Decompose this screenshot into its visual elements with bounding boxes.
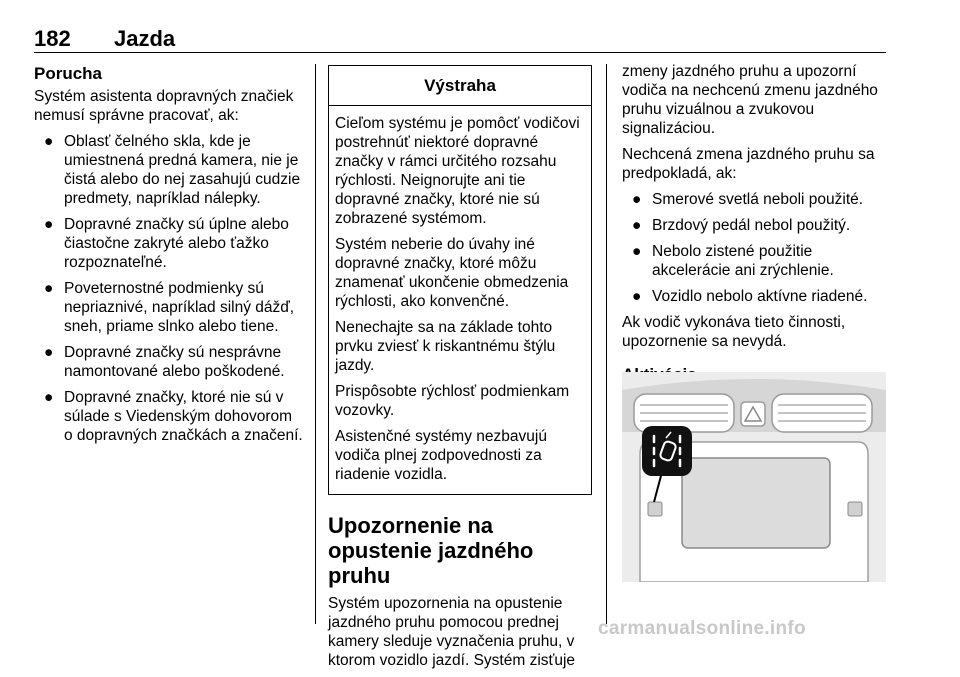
bullet-list — [34, 132, 304, 445]
chapter-title: Jazda — [114, 26, 176, 51]
bullet-icon: ● — [44, 389, 54, 406]
list-item: ● Vozidlo nebolo aktívne riadené. — [632, 288, 868, 305]
list-item: ● Dopravné značky sú nesprávne namontované alebo poškodené. — [44, 344, 285, 380]
column-middle — [328, 62, 592, 677]
list-item: ● Oblasť čelného skla, kde je umiestnená predná kamera, nie je čistá alebo do nej zasahujú cudzie predmety, napríklad nálepky. — [44, 133, 301, 207]
list-item: ● Smerové svetlá neboli použité. — [632, 191, 864, 208]
list-item: ● Nebolo zistené použitie akcelerácie ani zrýchlenie. — [632, 243, 834, 279]
paragraph: Prispôsobte rýchlosť podmienkam vozovky. — [335, 383, 570, 419]
bullet-icon: ● — [44, 216, 54, 233]
bullet-icon: ● — [44, 344, 54, 361]
section-heading-lane-departure: Upozornenie na opustenie jazdného pruhu — [328, 513, 534, 588]
lane-departure-warning-button-icon — [642, 426, 692, 476]
paragraph: Systém asistenta dopravných značiek nemusí správne pracovať, ak: — [34, 88, 294, 124]
warning-body — [329, 106, 591, 494]
watermark: carmanualsonline.info — [598, 618, 806, 639]
paragraph: Asistenčné systémy nezbavujú vodiča plnej zodpovednosti za riadenie vozidla. — [335, 428, 547, 483]
bullet-icon: ● — [632, 217, 642, 234]
paragraph: Nechcená zmena jazdného pruhu sa predpokladá, ak: — [622, 146, 875, 182]
paragraph: Nenechajte sa na základe tohto prvku zviesť k riskantnému štýlu jazdy. — [335, 319, 556, 374]
warning-box — [328, 65, 592, 495]
column-divider — [315, 64, 316, 624]
bullet-icon: ● — [44, 280, 54, 297]
column-left — [34, 62, 304, 452]
page-header — [34, 24, 886, 53]
list-item: ● Dopravné značky, ktoré nie sú v súlade s Viedenským dohovorom o dopravných značkách a značení. — [44, 389, 303, 444]
paragraph: Cieľom systému je pomôcť vodičovi postrehnúť niektoré dopravné značky v rámci určitého rozsahu rýchlosti. Neignorujte ani tie dopravné značky, ktoré nie sú zobrazené systémom. — [335, 115, 580, 227]
paragraph: zmeny jazdného pruhu a upozorní vodiča na nechcenú zmenu jazdného pruhu vizuálnou a zvukovou signalizáciou. — [622, 63, 878, 137]
bullet-icon: ● — [632, 191, 642, 208]
paragraph: Systém upozornenia na opustenie jazdného pruhu pomocou prednej kamery sleduje vyznačenia pruhu, v ktorom vozidlo jazdí. Systém zisťuje — [328, 595, 576, 669]
paragraph: Ak vodič vykonáva tieto činnosti, upozornenie sa nevydá. — [622, 314, 846, 350]
warning-title: Výstraha — [329, 66, 591, 106]
column-right — [622, 62, 888, 388]
bullet-icon: ● — [44, 133, 54, 150]
page-number: 182 — [34, 26, 71, 51]
bullet-icon: ● — [632, 288, 642, 305]
paragraph: Systém neberie do úvahy iné dopravné značky, ktoré môžu znamenať ukončenie obmedzenia rýchlosti, ako konvenčné. — [335, 236, 569, 310]
list-item: ● Brzdový pedál nebol použitý. — [632, 217, 851, 234]
column-divider — [606, 64, 607, 624]
section-heading-porucha: Porucha — [34, 64, 103, 83]
list-item: ● Poveternostné podmienky sú nepriaznivé, napríklad silný dážď, sneh, priame slnko alebo tiene. — [44, 280, 295, 335]
bullet-icon: ● — [632, 243, 642, 260]
bullet-list — [622, 190, 888, 306]
dashboard-drawing — [622, 372, 886, 582]
dashboard-illustration — [622, 372, 886, 582]
list-item: ● Dopravné značky sú úplne alebo čiastočne zakryté alebo ťažko rozpoznateľné. — [44, 216, 289, 271]
